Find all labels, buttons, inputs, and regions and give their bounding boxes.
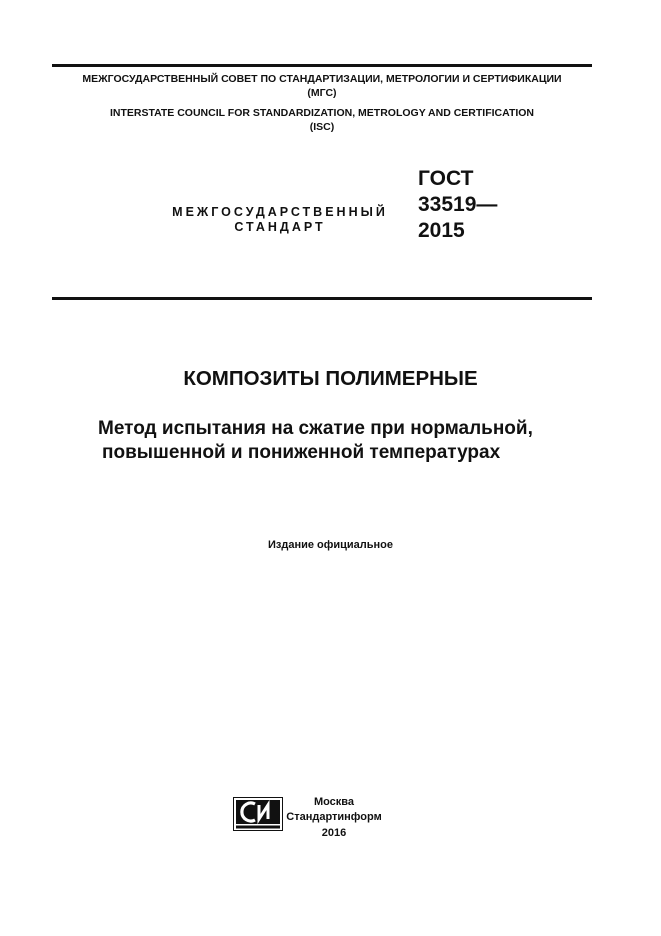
- standartinform-logo-icon: [233, 797, 283, 831]
- standard-type-line1: МЕЖГОСУДАРСТВЕННЫЙ: [172, 205, 388, 219]
- publisher-name: Стандартинформ: [286, 811, 382, 823]
- edition-label: Издание официальное: [267, 539, 394, 551]
- council-en-line1: INTERSTATE COUNCIL FOR STANDARDIZATION, METROLOGY AND CERTIFICATION: [109, 107, 535, 119]
- publisher-city: Москва: [313, 796, 355, 808]
- gost-year: 2015: [418, 219, 465, 242]
- gost-number: 33519—: [418, 193, 498, 216]
- top-rule: [52, 64, 592, 67]
- middle-rule: [52, 297, 592, 300]
- document-title: КОМПОЗИТЫ ПОЛИМЕРНЫЕ: [183, 367, 478, 390]
- council-en-abbrev: (ISC): [309, 121, 335, 133]
- council-ru-abbrev: (МГС): [307, 87, 337, 99]
- publisher-year: 2016: [321, 827, 347, 839]
- council-ru-line1: МЕЖГОСУДАРСТВЕННЫЙ СОВЕТ ПО СТАНДАРТИЗАЦИИ, МЕТРОЛОГИИ И СЕРТИФИКАЦИИ: [82, 73, 562, 85]
- document-subtitle-line1: Метод испытания на сжатие при нормальной,: [98, 418, 533, 439]
- document-subtitle-line2: повышенной и пониженной температурах: [102, 442, 501, 463]
- gost-label: ГОСТ: [418, 167, 474, 190]
- standard-type-line2: СТАНДАРТ: [234, 220, 326, 234]
